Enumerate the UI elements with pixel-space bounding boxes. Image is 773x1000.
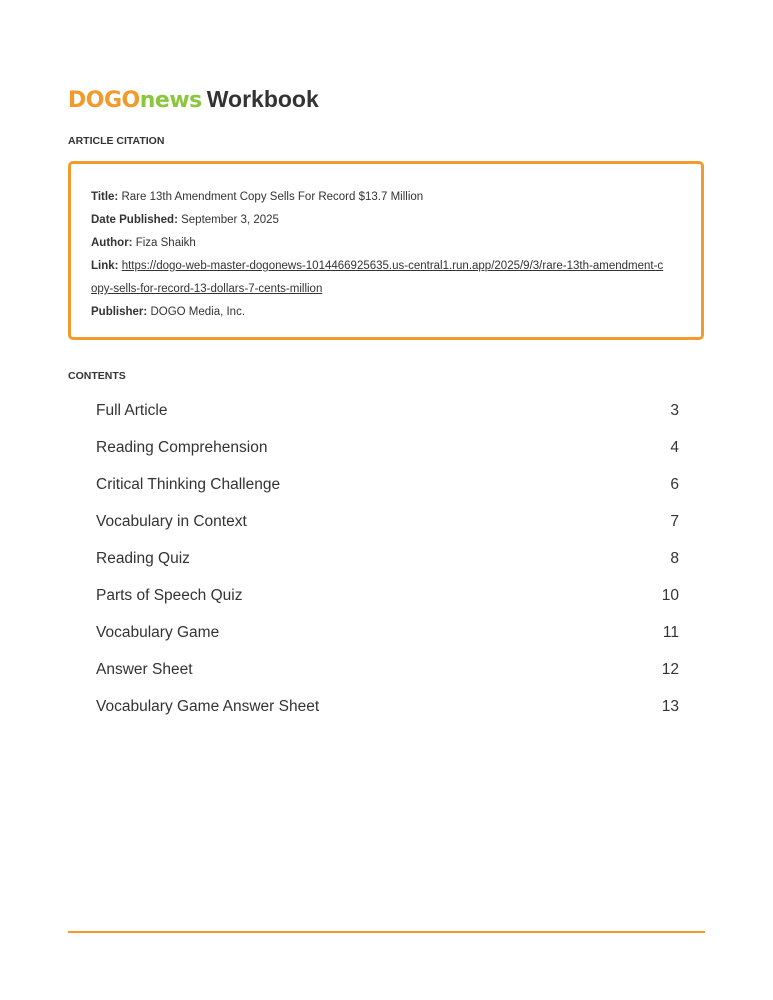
citation-link[interactable]: https://dogo-web-master-dogonews-1014466925635.us-central1.run.app/2025/9/3/rare-13th-amendment-copy-sells-for-record-13-dollars-7-cents-million [91, 260, 664, 295]
toc-item-title: Vocabulary Game Answer Sheet [96, 697, 320, 715]
citation-publisher-label: Publisher: [91, 306, 148, 318]
toc-item-full-article[interactable] [96, 392, 679, 429]
citation-author-label: Author: [91, 237, 133, 249]
toc-item-page: 6 [670, 475, 679, 493]
toc-item-title: Full Article [96, 401, 168, 419]
toc-item-title: Critical Thinking Challenge [96, 475, 281, 493]
logo-dogo-text: DOGO [68, 88, 140, 113]
dogonews-logo [68, 88, 202, 113]
toc-item-page: 12 [661, 660, 679, 678]
citation-box [68, 161, 704, 340]
citation-author-row [91, 232, 665, 255]
workbook-title: Workbook [206, 86, 319, 112]
toc-item-title: Vocabulary Game [96, 623, 220, 641]
toc-item-reading-comprehension[interactable] [96, 429, 679, 466]
toc-item-page: 3 [670, 401, 679, 419]
citation-title-value: Rare 13th Amendment Copy Sells For Record $13.7 Million [121, 191, 424, 203]
toc-item-title: Reading Quiz [96, 549, 190, 567]
citation-details [91, 186, 665, 324]
toc-item-page: 11 [662, 623, 679, 641]
citation-author-value: Fiza Shaikh [135, 237, 196, 249]
citation-title-label: Title: [91, 191, 119, 203]
toc-item-page: 8 [670, 549, 679, 567]
toc-item-title: Answer Sheet [96, 660, 193, 678]
toc-item-vocabulary-game-answer-sheet[interactable] [96, 688, 679, 725]
toc-item-parts-of-speech-quiz[interactable] [96, 577, 679, 614]
citation-date-value: September 3, 2025 [181, 214, 279, 226]
toc-item-page: 10 [661, 586, 679, 604]
toc-item-title: Reading Comprehension [96, 438, 268, 456]
article-citation-heading: ARTICLE CITATION [68, 135, 165, 147]
toc-item-reading-quiz[interactable] [96, 540, 679, 577]
toc-item-title: Parts of Speech Quiz [96, 586, 243, 604]
table-of-contents [96, 392, 679, 725]
citation-link-label: Link: [91, 260, 119, 272]
toc-item-vocabulary-game[interactable] [96, 614, 679, 651]
toc-item-vocabulary-in-context[interactable] [96, 503, 679, 540]
citation-publisher-value: DOGO Media, Inc. [150, 306, 246, 318]
citation-publisher-row [91, 301, 665, 324]
citation-date-row [91, 209, 665, 232]
toc-item-page: 7 [670, 512, 679, 530]
toc-item-page: 4 [670, 438, 679, 456]
citation-link-row [91, 255, 665, 301]
citation-date-label: Date Published: [91, 214, 178, 226]
footer-divider [68, 931, 705, 933]
toc-item-page: 13 [661, 697, 679, 715]
citation-title-row [91, 186, 665, 209]
workbook-header [68, 86, 319, 113]
contents-heading: CONTENTS [68, 370, 126, 382]
logo-news-text: news [139, 88, 202, 113]
toc-item-title: Vocabulary in Context [96, 512, 247, 530]
toc-item-answer-sheet[interactable] [96, 651, 679, 688]
toc-item-critical-thinking-challenge[interactable] [96, 466, 679, 503]
